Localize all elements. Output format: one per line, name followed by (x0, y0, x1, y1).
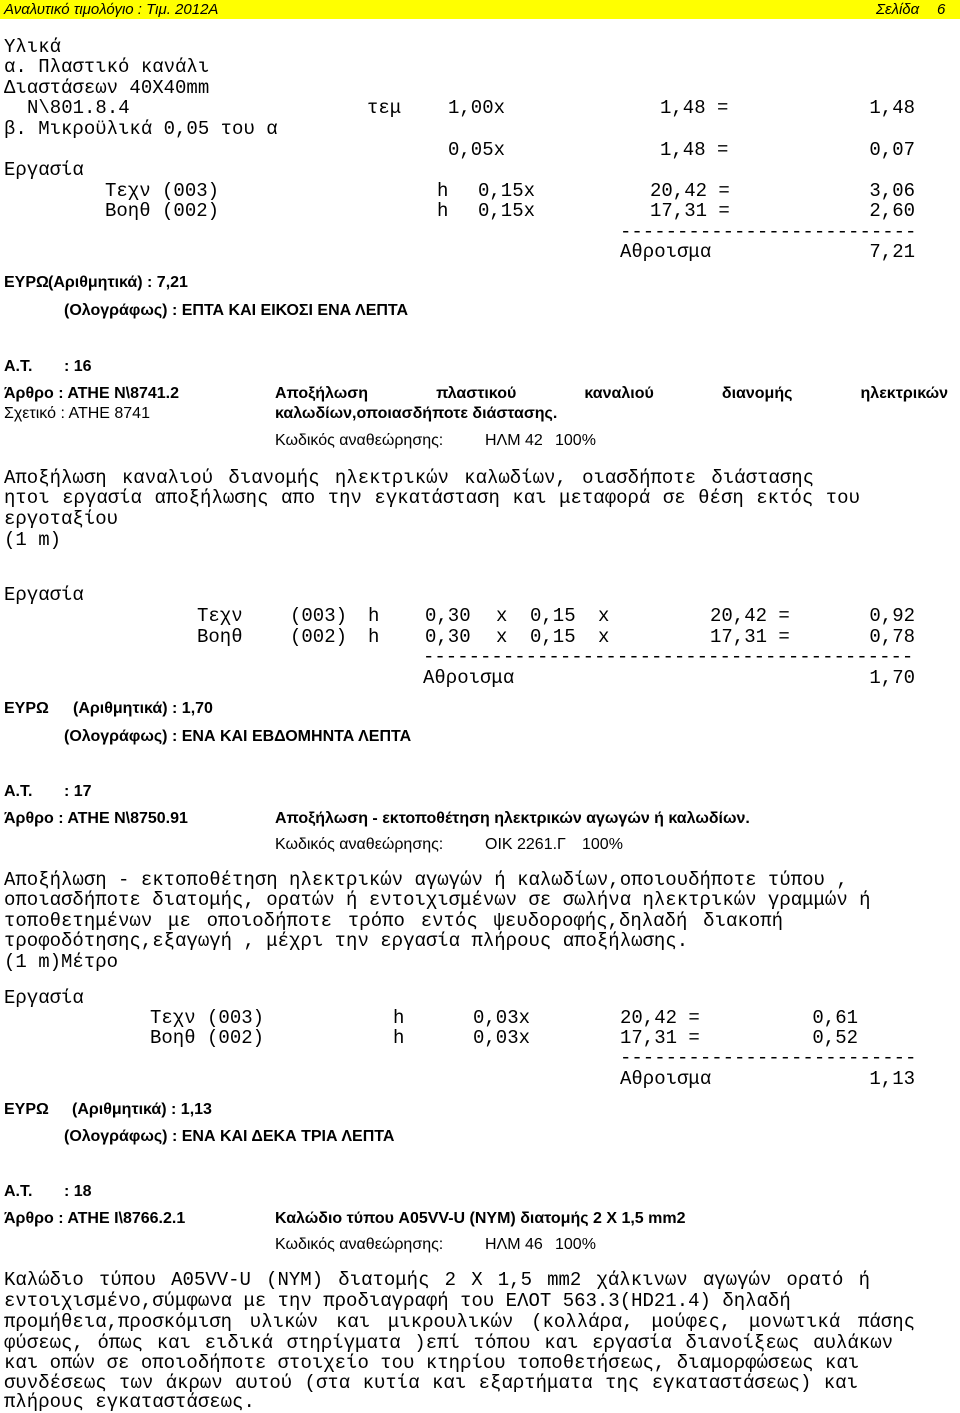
article-code: Άρθρο : ΑΤΗΕ Ν\8741.2 (4, 385, 180, 402)
description-line: Αποξήλωση καναλιού διανομής ηλεκτρικών καλωδίων, οιασδήποτε διάστασης (4, 467, 814, 489)
description-line: εργοταξίου (4, 508, 119, 530)
multiply-sign: x (496, 626, 508, 648)
description-line: και οπών σε οποιοδήποτε στοιχείο του κτηρίου τοποθετήσεως, διαμορφώσεως και (4, 1352, 860, 1374)
revision-code: ΗΛΜ 46 (485, 1236, 543, 1253)
description-line: (1 m) (4, 529, 62, 551)
labor-unit: h (437, 200, 449, 222)
labor-heading: Εργασία (4, 584, 84, 606)
price-numeric: (Αριθμητικά) : 7,21 (48, 274, 188, 291)
labor-total: 0,52 (812, 1027, 858, 1049)
description-line: φύσεως, όπως και ειδικά στηρίγματα )επί τόπου και εργασία διανοίξεως αυλάκων (4, 1332, 893, 1354)
description-line: συνδέσεως των άκρων αυτού (στα κυτία και εξαρτήματα της εγκαταστάσεως) και (4, 1372, 858, 1394)
material-a-spec: Διαστάσεων 40Χ40mm (4, 77, 210, 99)
labor-rate: 20,42 = (710, 605, 790, 627)
price-in-words: (Ολογράφως) : ΕΠΤΑ ΚΑΙ ΕΙΚΟΣΙ ΕΝΑ ΛΕΠΤΑ (64, 302, 409, 319)
labor-unit: h (368, 605, 380, 627)
labor-role: Βοηθ (002) (105, 200, 220, 222)
description-line: Αποξήλωση - εκτοποθέτηση ηλεκτρικών αγωγών ή καλωδίων,οποιουδήποτε τύπου , (4, 869, 848, 891)
description-line: τροφοδότησης,εξαγωγή , μέχρι την εργασία πλήρους αποξήλωσης. (4, 930, 689, 952)
labor-unit: h (393, 1007, 405, 1029)
revision-percent: 100% (555, 1236, 596, 1253)
sum-value: 7,21 (869, 241, 915, 263)
labor-unit: h (437, 180, 449, 202)
revision-code: ΟΙΚ 2261.Γ (485, 836, 566, 853)
labor-quantity: 0,15x (478, 180, 536, 202)
labor-role: Βοηθ (197, 626, 243, 648)
labor-unit: h (393, 1027, 405, 1049)
sum-separator: -------------------------- (620, 1047, 917, 1069)
labor-rate: 17,31 = (620, 1027, 700, 1049)
at-label: Α.Τ. (4, 783, 33, 800)
labor-rate: 17,31 = (710, 626, 790, 648)
price-in-words: (Ολογράφως) : ΕΝΑ ΚΑΙ ΕΒΔΟΜΗΝΤΑ ΛΕΠΤΑ (64, 728, 412, 745)
at-label: Α.Τ. (4, 358, 33, 375)
revision-code: ΗΛΜ 42 (485, 432, 543, 449)
material-a-quantity: 1,00x (448, 97, 506, 119)
labor-code: (002) (290, 626, 348, 648)
revision-percent: 100% (555, 432, 596, 449)
sum-label: Αθροισμα (620, 1068, 712, 1090)
at-number: : 16 (64, 358, 92, 375)
material-b-total: 0,07 (869, 139, 915, 161)
labor-role: Τεχν (003) (150, 1007, 265, 1029)
article-code: Άρθρο : ΑΤΗΕ Ν\8750.91 (4, 810, 188, 827)
material-a-name: α. Πλαστικό κανάλι (4, 56, 210, 78)
labor-factor: 0,15 (530, 626, 576, 648)
sum-separator: ------------------------------------------- (423, 646, 914, 668)
item-title-line: Αποξήλωση - εκτοποθέτηση ηλεκτρικών αγωγών ή καλωδίων. (275, 810, 750, 827)
description-line: ητοι εργασία αποξήλωσης απο την εγκατάσταση και μεταφορά σε θέση εκτός του (4, 487, 860, 509)
sum-separator: -------------------------- (620, 221, 917, 243)
item-title-line: Καλώδιο τύπου A05VV-U (NYM) διατομής 2 Χ 1,5 mm2 (275, 1210, 686, 1227)
revision-percent: 100% (582, 836, 623, 853)
labor-code: (003) (290, 605, 348, 627)
item-title-line: Αποξήλωση πλαστικού καναλιού διανομής ηλεκτρικών (275, 385, 948, 402)
description-line: (1 m)Μέτρο (4, 951, 119, 973)
description-line: εντοιχισμένο,σύμφωνα με την προδιαγραφή του ΕΛΟΤ 563.3(HD21.4) δηλαδή (4, 1290, 791, 1312)
sum-label: Αθροισμα (620, 241, 712, 263)
price-numeric: (Αριθμητικά) : 1,13 (72, 1101, 212, 1118)
related-code: Σχετικό : ΑΤΗΕ 8741 (4, 405, 150, 422)
labor-heading: Εργασία (4, 987, 84, 1009)
at-number: : 17 (64, 783, 92, 800)
revision-label: Κωδικός αναθεώρησης: (275, 836, 444, 853)
description-line: Καλώδιο τύπου A05VV-U (NYM) διατομής 2 Χ 1,5 mm2 χάλκινων αγωγών ορατό ή (4, 1269, 870, 1291)
sum-label: Αθροισμα (423, 667, 515, 689)
labor-factor: 0,30 (425, 626, 471, 648)
labor-factor: 0,15 (530, 605, 576, 627)
page-number: 6 (937, 1, 946, 18)
labor-total: 2,60 (869, 200, 915, 222)
description-line: προμήθεια,προσκόμιση υλικών και μικρουλικών (κολλάρα, μούφες, μονωτικά πάσης (4, 1311, 915, 1333)
material-b-quantity: 0,05x (448, 139, 506, 161)
material-b-price: 1,48 = (660, 139, 729, 161)
description-line: πλήρους εγκαταστάσεως. (4, 1391, 255, 1413)
labor-unit: h (368, 626, 380, 648)
labor-role: Τεχν (003) (105, 180, 220, 202)
materials-heading: Υλικά (4, 36, 62, 58)
currency-label: ΕΥΡΩ (4, 700, 49, 717)
labor-role: Τεχν (197, 605, 243, 627)
labor-total: 0,61 (812, 1007, 858, 1029)
labor-total: 0,92 (869, 605, 915, 627)
description-line: τοποθετημένων με οποιοδήποτε τρόπο εντός ψευδοροφής,δηλαδή διακοπή (4, 910, 783, 932)
sum-value: 1,13 (869, 1068, 915, 1090)
currency-label: ΕΥΡΩ (4, 1101, 49, 1118)
labor-quantity: 0,03x (473, 1027, 531, 1049)
currency-label: ΕΥΡΩ (4, 274, 49, 291)
sum-value: 1,70 (869, 667, 915, 689)
revision-label: Κωδικός αναθεώρησης: (275, 432, 444, 449)
document-title: Αναλυτικό τιμολόγιο : Τιμ. 2012Α (4, 1, 219, 18)
description-line: οποιασδήποτε διατομής, ορατών ή εντοιχισμένων σε σωλήνα ηλεκτρικών γραμμών ή (4, 889, 871, 911)
multiply-sign: x (598, 626, 610, 648)
page-label: Σελίδα (876, 1, 920, 18)
labor-quantity: 0,15x (478, 200, 536, 222)
revision-label: Κωδικός αναθεώρησης: (275, 1236, 444, 1253)
labor-quantity: 0,03x (473, 1007, 531, 1029)
item-title-line: καλωδίων,οποιασδήποτε διάστασης. (275, 405, 558, 422)
labor-rate: 17,31 = (650, 200, 730, 222)
material-a-price: 1,48 = (660, 97, 729, 119)
multiply-sign: x (496, 605, 508, 627)
at-number: : 18 (64, 1183, 92, 1200)
labor-rate: 20,42 = (650, 180, 730, 202)
article-code: Άρθρο : ΑΤΗΕ Ι\8766.2.1 (4, 1210, 186, 1227)
material-b-name: β. Μικροϋλικά 0,05 του α (4, 118, 278, 140)
labor-total: 3,06 (869, 180, 915, 202)
labor-heading: Εργασία (4, 159, 84, 181)
material-a-unit: τεμ (367, 97, 402, 119)
price-numeric: (Αριθμητικά) : 1,70 (73, 700, 213, 717)
at-label: Α.Τ. (4, 1183, 33, 1200)
material-a-total: 1,48 (869, 97, 915, 119)
labor-factor: 0,30 (425, 605, 471, 627)
labor-role: Βοηθ (002) (150, 1027, 265, 1049)
labor-rate: 20,42 = (620, 1007, 700, 1029)
material-a-code: Ν\801.8.4 (27, 97, 130, 119)
price-in-words: (Ολογράφως) : ΕΝΑ ΚΑΙ ΔΕΚΑ ΤΡΙΑ ΛΕΠΤΑ (64, 1128, 395, 1145)
multiply-sign: x (598, 605, 610, 627)
labor-total: 0,78 (869, 626, 915, 648)
